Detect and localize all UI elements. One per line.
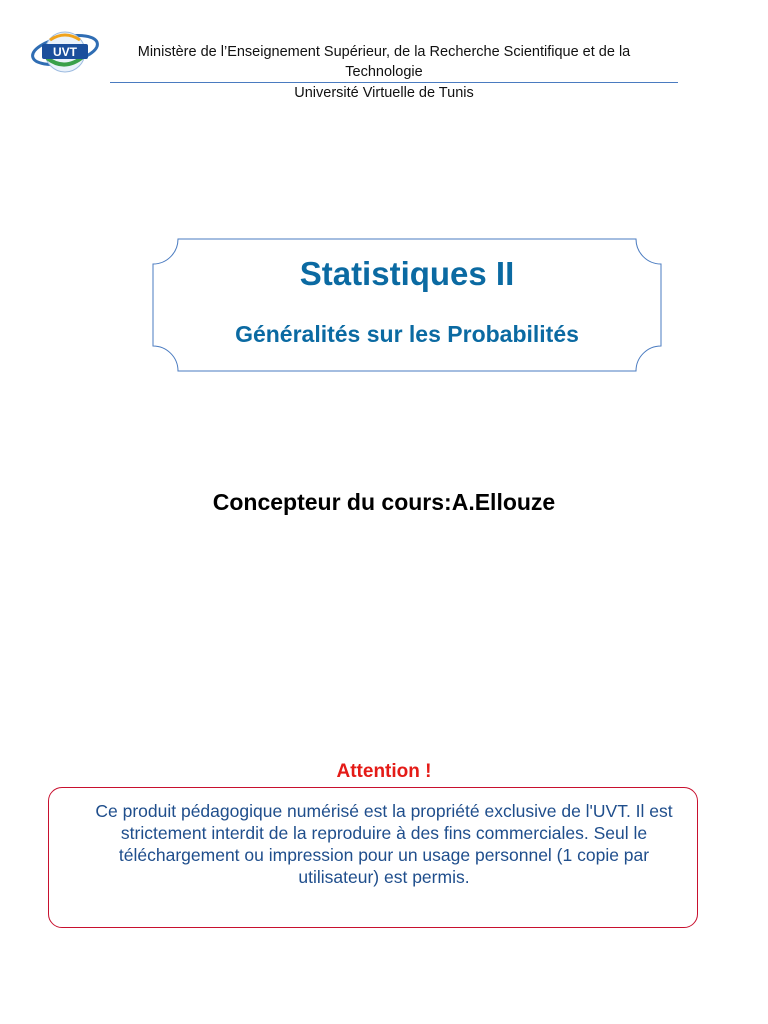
logo-text: UVT (53, 45, 77, 59)
uvt-logo (30, 26, 100, 78)
notice-text: Ce produit pédagogique numérisé est la propriété exclusive de l'UVT. Il est strictement interdit de la reproduire à des fins commerciales. Seul le téléchargement ou impression pour un usage personnel (1 copie par utilisateur) est permis. (95, 801, 673, 887)
university-name: Université Virtuelle de Tunis (294, 85, 474, 101)
ministry-name: Ministère de l’Enseignement Supérieur, de la Recherche Scientifique et de la Technologie (137, 44, 631, 80)
course-subtitle: Généralités sur les Probabilités (235, 321, 579, 347)
course-designer: Concepteur du cours:A.Ellouze (212, 489, 556, 515)
header-divider (110, 82, 678, 83)
course-title: Statistiques II (299, 255, 515, 292)
attention-heading: Attention ! (336, 761, 432, 782)
